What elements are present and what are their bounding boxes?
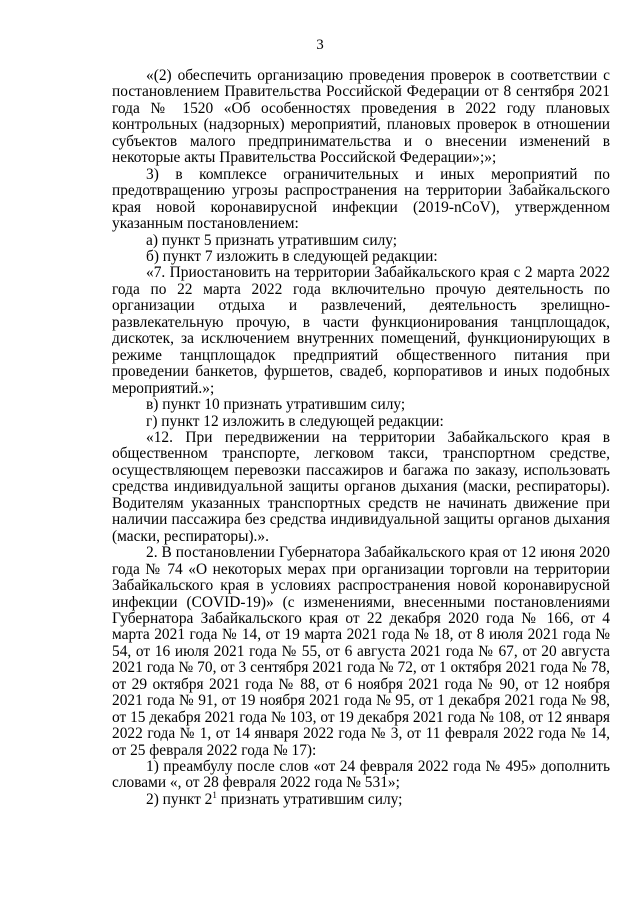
paragraph-preamble-change: 1) преамбулу после слов «от 24 февраля 2022 года № 495» дополнить словами «, от 28 февраля 2022 года № 531»; — [112, 758, 610, 792]
paragraph-point-2-1-text: 2) пункт 2 — [146, 790, 213, 808]
paragraph-subitem-b: б) пункт 7 изложить в следующей редакции: — [146, 247, 438, 265]
superscript-index: 1 — [212, 789, 217, 800]
paragraph-subitem-g: г) пункт 12 изложить в следующей редакции: — [146, 412, 444, 430]
paragraph-point-2-1-rest: признать утратившим силу; — [216, 790, 403, 808]
paragraph-subitem-v: в) пункт 10 признать утратившим силу; — [146, 396, 406, 414]
paragraph-section-2: 2. В постановлении Губернатора Забайкальского края от 12 июня 2020 года № 74 «О некоторых мерах при организации торговли на территории Забайкальского края в условиях распространения новой коронавирусной инфекции (COVID-19)» (с изменениями, внесенными постановлениями Губернатора Забайкальского края от 22 декабря 2020 года № 166, от 4 марта 2021 года № 14, от 19 марта 2021 года № 18, от 8 июля 2021 года № 54, от 16 июля 2021 года № 55, от 6 августа 2021 года № 67, от 20 августа 2021 года № 70, от 3 сентября 2021 года № 72, от 1 октября 2021 года № 78, от 29 октября 2021 года № 88, от 6 ноября 2021 года № 90, от 12 ноября 2021 года № 91, от 19 ноября 2021 года № 95, от 1 декабря 2021 года № 98, от 15 декабря 2021 года № 103, от 19 декабря 2021 года № 108, от 12 января 2022 года № 1, от 14 января 2022 года № 3, от 11 февраля 2022 года № 14, от 25 февраля 2022 года № 17): — [112, 544, 610, 759]
paragraph-point-7: «7. Приостановить на территории Забайкальского края с 2 марта 2022 года по 22 марта 2022 года включительно прочую деятельность по организации отдыха и развлечений, деятельность зрелищно-развлекательную прочую, в части функционирования танцплощадок, дискотек, за исключением внутренних помещений, функционирующих в режиме танцплощадок предприятий общественного питания при проведении банкетов, фуршетов, свадеб, корпоративов и иных подобных мероприятий.»; — [112, 264, 610, 397]
paragraph-point-2-1 — [112, 789, 610, 808]
paragraph-amendment-2: «(2) обеспечить организацию проведения проверок в соответствии с постановлением Правительства Российской Федерации от 8 сентября 2021 года № 1520 «Об особенностях проведения в 2022 году плановых контрольных (надзорных) мероприятий, плановых проверок в отношении субъектов малого предпринимательства и о внесении изменений в некоторые акты Правительства Российской Федерации»;»; — [112, 67, 610, 167]
paragraph-item-3: 3) в комплексе ограничительных и иных мероприятий по предотвращению угрозы распространения на территории Забайкальского края новой коронавирусной инфекции (2019-nCoV), утвержденном указанным постановлением: — [112, 165, 610, 233]
paragraph-point-12: «12. При передвижении на территории Забайкальского края в общественном транспорте, легковом такси, транспортном средстве, осуществляющем перевозки пассажиров и багажа по заказу, использовать средства индивидуальной защиты органов дыхания (маски, респираторы). Водителям указанных транспортных средств не начинать движение при наличии пассажира без средства индивидуальной защиты органов дыхания (маски, респираторы).». — [112, 428, 610, 545]
document-body — [112, 68, 610, 808]
page-number: 3 — [316, 37, 324, 53]
paragraph-subitem-a: а) пункт 5 признать утратившим силу; — [146, 231, 398, 249]
